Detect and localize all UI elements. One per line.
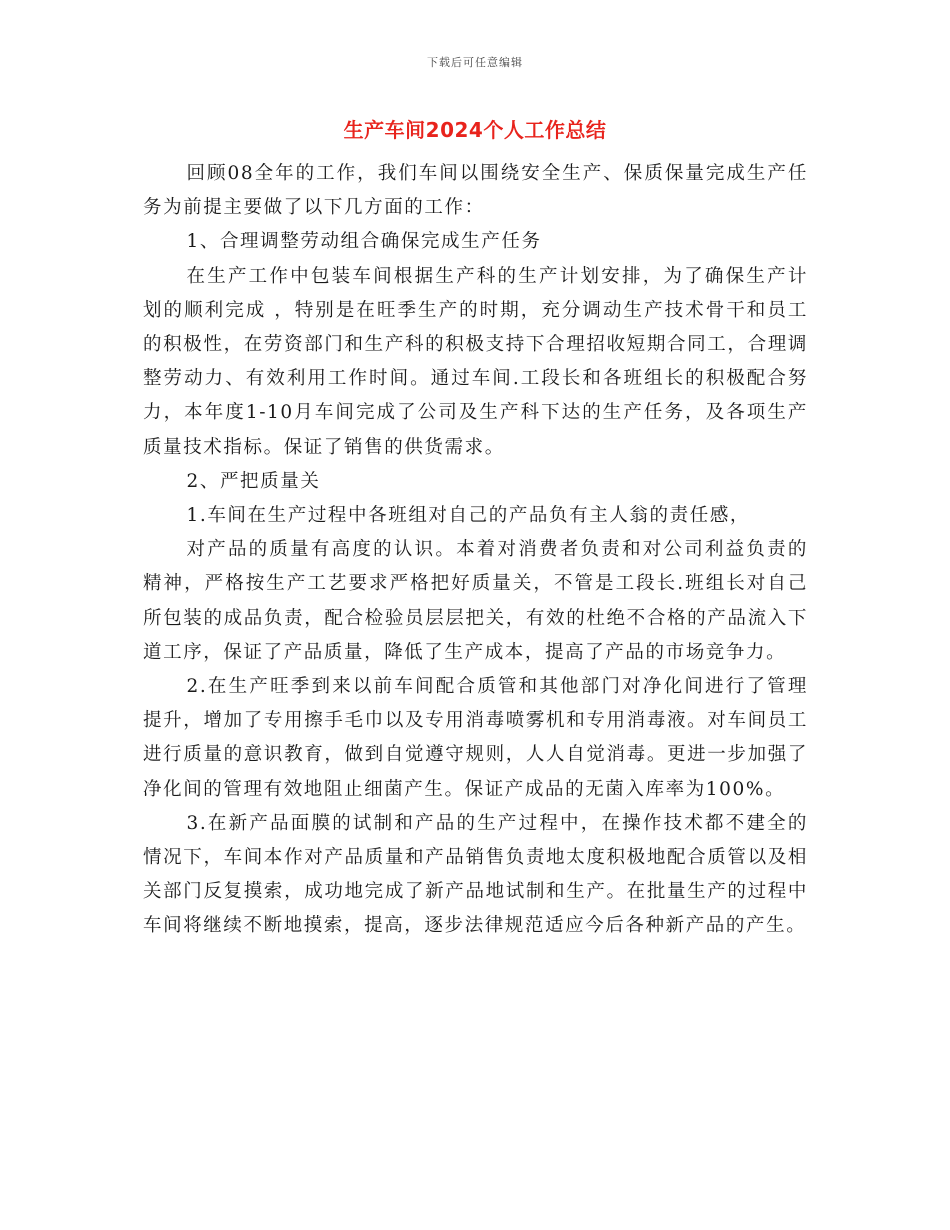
document-body [143,157,808,944]
body-paragraph: 在生产工作中包装车间根据生产科的生产计划安排，为了确保生产计划的顺利完成 ，特别是在旺季生产的时期，充分调动生产技术骨干和员工的积极性，在劳资部门和生产科的积极支持下合理招收短期合同工，合理调整劳动力、有效利用工作时间。通过车间.工段长和各班组长的积极配合努力，本年度1-10月车间完成了公司及生产科下达的生产任务，及各项生产质量技术指标。保证了销售的供货需求。 [143,265,808,458]
list-item-2: 2.在生产旺季到来以前车间配合质管和其他部门对净化间进行了管理提升，增加了专用擦手毛巾以及专用消毒喷雾机和专用消毒液。对车间员工进行质量的意识教育，做到自觉遵守规则，人人自觉消毒。更进一步加强了净化间的管理有效地阻止细菌产生。保证产成品的无菌入库率为100%。 [143,676,808,800]
list-item-1: 1.车间在生产过程中各班组对自己的产品负有主人翁的责任感， [186,505,751,527]
intro-paragraph: 回顾08全年的工作，我们车间以围绕安全生产、保质保量完成生产任务为前提主要做了以下几方面的工作： [143,163,808,219]
list-item-3: 3.在新产品面膜的试制和产品的生产过程中，在操作技术都不建全的情况下，车间本作对产品质量和产品销售负责地太度积极地配合质管以及相关部门反复摸索，成功地完成了新产品地试制和生产。在批量生产的过程中车间将继续不断地摸索，提高，逐步法律规范适应今后各种新产品的产生。 [143,812,808,937]
section-heading-2: 2、严把质量关 [186,470,321,492]
section-heading-1: 1、合理调整劳动组合确保完成生产任务 [186,231,542,253]
body-paragraph: 对产品的质量有高度的认识。本着对消费者负责和对公司利益负责的精神，严格按生产工艺要求严格把好质量关，不管是工段长.班组长对自己所包装的成品负责，配合检验员层层把关，有效的杜绝不合格的产品流入下道工序，保证了产品质量，降低了生产成本，提高了产品的市场竞争力。 [143,539,808,663]
header-note: 下载后可任意编辑 [427,56,523,69]
document-title: 生产车间2024个人工作总结 [343,118,607,142]
